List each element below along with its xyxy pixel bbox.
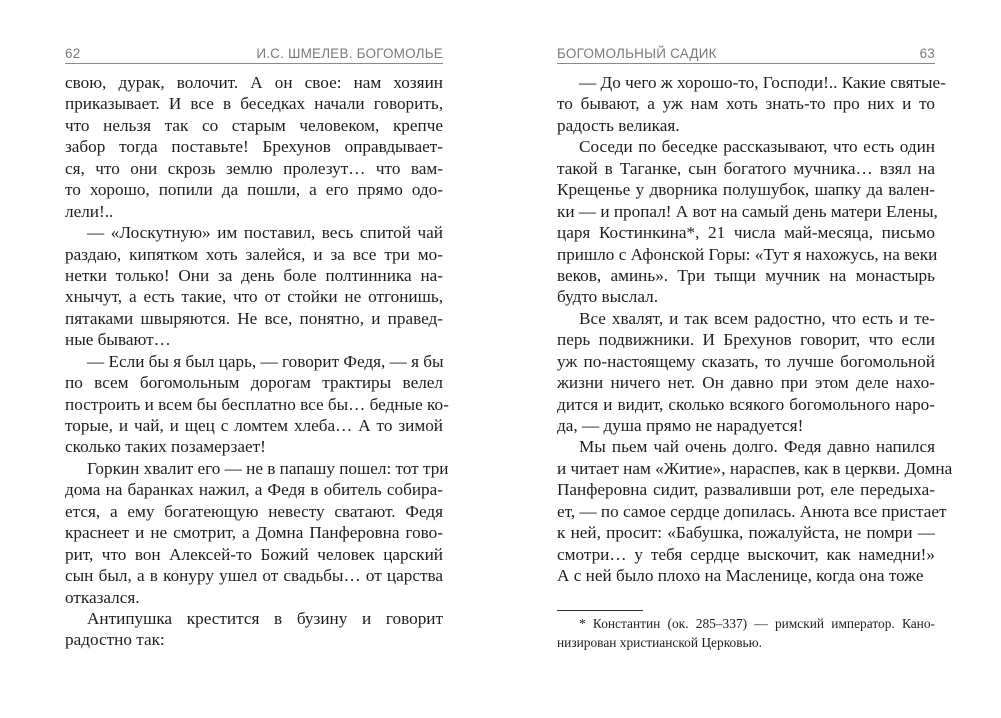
text-line: Панферовна сидит, разваливши рот, еле передыха- [557, 480, 935, 500]
text-line: Все хвалят, и так всем радостно, что есть и те- [579, 308, 935, 328]
paragraph [65, 458, 449, 608]
text-line: ки — и пропал! А вот на самый день матери Елены, [557, 201, 938, 221]
text-line: дится и видит, сколько всякого богомольного наро- [557, 394, 935, 414]
text-line: что нельзя так со старым человеком, крепче [65, 115, 443, 135]
text-line: будто выслал. [557, 287, 659, 307]
text-line: смотри… у тебя сердце выскочит, как намедни!» [557, 544, 935, 564]
text-line: — До чего ж хорошо-то, Господи!.. Какие святые- [579, 73, 946, 92]
text-line: ся, что они скрозь землю пролезут… что вам- [65, 158, 443, 178]
text-line: к ней, просит: «Бабушка, пожалуйста, не помри — [557, 523, 935, 543]
text-line: свою, дурак, волочит. А он свое: нам хозяин [65, 73, 443, 92]
footnote [557, 614, 935, 652]
text-line: сколько таких позамерзает! [65, 437, 266, 457]
text-line: уж по-настоящему сказать, то лучше богомольной [557, 351, 935, 371]
running-head-title: И.С. ШМЕЛЕВ. БОГОМОЛЬЕ [256, 46, 443, 61]
text-line: ет, — по самое сердце допилась. Анюта все пристает [557, 501, 947, 521]
paragraph [65, 351, 449, 458]
text-line: такой в Таганке, сын богатого мучника… взял на [557, 158, 935, 178]
running-header [65, 45, 443, 64]
text-line: лели!.. [65, 201, 114, 221]
page-number: 63 [919, 46, 935, 61]
text-line: хнычут, а есть такие, что от стойки не отгонишь, [65, 287, 443, 307]
text-line: пришло с Афонской Горы: «Тут я нахожусь, на веки [557, 244, 938, 264]
footnote-line: низирован христианской Церковью. [557, 635, 762, 650]
footnote-line: * Константин (ок. 285–337) — римский император. Кано- [579, 616, 935, 631]
text-line: Мы пьем чай очень долго. Федя давно напился [579, 437, 935, 457]
text-line: по всем богомольным дорогам трактиры велел [65, 373, 443, 393]
text-line: торые, и чай, и щец с ломтем хлеба… А то зимой [65, 416, 443, 435]
text-line: — «Лоскутную» им поставил, весь спитой чай [87, 223, 443, 243]
paragraph [557, 72, 946, 136]
text-line: краснеет и не смотрит, а Домна Панферовна гово- [65, 523, 443, 543]
text-line: ется, а ему богатеющую невесту сватают. Федя [65, 501, 443, 521]
text-line: веков, аминь». Три тыщи мучник на монастырь [557, 265, 935, 285]
paragraph [557, 136, 938, 308]
text-line: да, — душа прямо не нарадуется! [557, 416, 804, 435]
text-line: и читает нам «Житие», нараспев, как в церкви. Домна [557, 458, 953, 478]
text-line: А с ней было плохо на Масленице, когда она тоже [557, 566, 924, 586]
text-line: — Если бы я был царь, — говорит Федя, — я бы [87, 351, 444, 371]
text-line: то хорошо, попили да пошли, а его прямо одо- [65, 180, 443, 200]
text-line: раздаю, кипятком хоть залейся, и за все три мо- [65, 244, 443, 264]
page-body-text [65, 72, 449, 651]
text-line: то бывают, а уж нам хоть знать-то про них и то [557, 94, 935, 114]
text-line: Соседи по беседке рассказывают, что есть один [579, 137, 935, 157]
text-line: дома на баранках нажил, а Федя в обитель собира- [65, 480, 443, 500]
text-line: нетки только! Они за день боле полтинника на- [65, 265, 443, 285]
paragraph [557, 308, 935, 437]
text-line: Антипушка крестится в бузину и говорит [87, 608, 443, 628]
running-header [557, 45, 935, 64]
paragraph [65, 222, 443, 351]
text-line: пятаками швыряются. Не все, понятно, и правед- [65, 308, 443, 328]
paragraph [557, 436, 953, 586]
text-line: приказывает. И все в беседках начали говорить, [65, 94, 443, 114]
text-line: Горкин хвалит его — не в папашу пошел: тот три [87, 458, 449, 478]
paragraph [65, 608, 443, 651]
page-body-text [557, 72, 953, 587]
text-line: ные бывают… [65, 330, 171, 350]
text-line: забор тогда поставьте! Брехунов оправдывает- [65, 137, 443, 157]
running-head-title: БОГОМОЛЬНЫЙ САДИК [557, 46, 717, 61]
text-line: Крещенье у дворника полушубок, шапку да вален- [557, 180, 935, 200]
page-number: 62 [65, 46, 81, 61]
text-line: перь подвижники. И Брехунов говорит, что если [557, 330, 935, 350]
footnote-divider [557, 610, 643, 611]
paragraph [65, 72, 443, 222]
text-line: сын был, а в конуру ушел от свадьбы… от царства [65, 566, 443, 586]
text-line: царя Костинкина*, 21 числа май-месяца, письмо [557, 223, 935, 243]
text-line: радость великая. [557, 115, 680, 135]
text-line: отказался. [65, 587, 140, 607]
text-line: жизни ничего нет. Он давно при этом деле нахо- [557, 373, 935, 393]
text-line: построить и всем бы бесплатно все бы… бедные ко- [65, 394, 449, 414]
text-line: рит, что вон Алексей-то Божий человек царский [65, 544, 443, 564]
text-line: радостно так: [65, 630, 165, 650]
